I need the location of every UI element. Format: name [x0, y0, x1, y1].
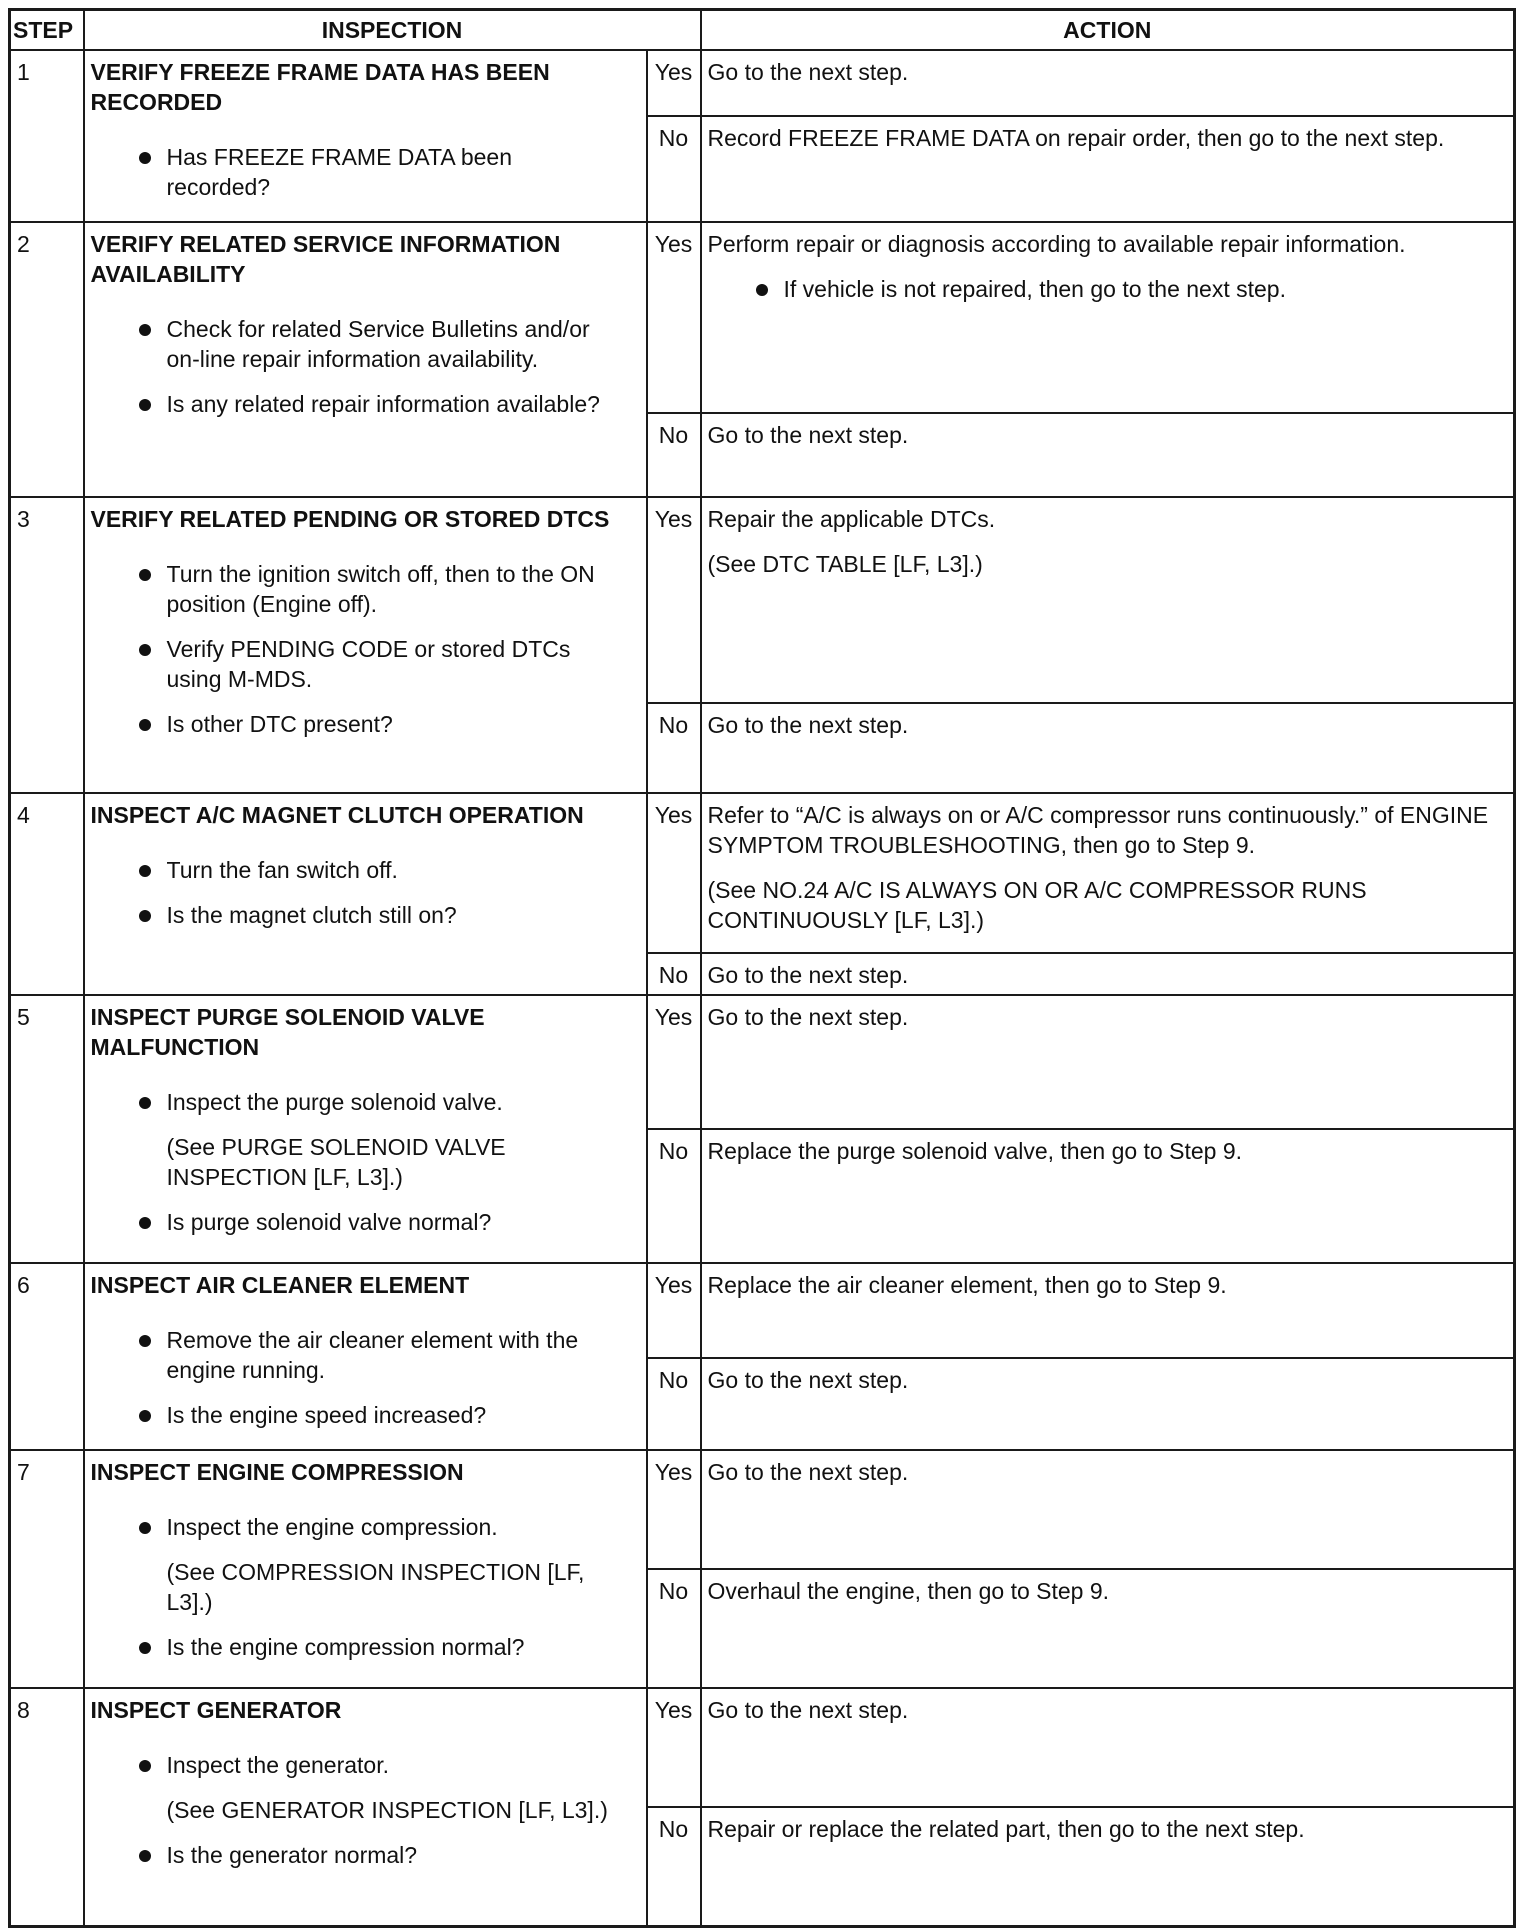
step-number: 8: [10, 1688, 84, 1926]
table-row: [10, 497, 1515, 703]
inspection-reference: (See PURGE SOLENOID VALVE INSPECTION [LF, L3].): [166, 1134, 506, 1190]
inspection-cell: [84, 1450, 647, 1688]
inspection-bullet: Is the generator normal?: [91, 1840, 640, 1870]
step-number: 7: [10, 1450, 84, 1688]
inspection-title: INSPECT AIR CLEANER ELEMENT: [90, 1272, 470, 1298]
inspection-bullet: Has FREEZE FRAME DATA been recorded?: [91, 142, 640, 202]
inspection-cell: [84, 995, 647, 1263]
yes-action-cell: [701, 222, 1515, 413]
yes-label: Yes: [647, 1688, 701, 1807]
troubleshooting-page: [8, 8, 1513, 1928]
inspection-bullet: Remove the air cleaner element with the engine running.: [91, 1325, 640, 1385]
inspection-cell: [84, 497, 647, 793]
table-row: [10, 1450, 1515, 1569]
inspection-title: VERIFY RELATED PENDING OR STORED DTCS: [90, 506, 610, 532]
table-row: [10, 222, 1515, 413]
yes-action: Go to the next step.: [701, 1688, 1515, 1807]
yes-label: Yes: [647, 1450, 701, 1569]
inspection-bullet: Is the magnet clutch still on?: [91, 900, 640, 930]
yes-label: Yes: [647, 793, 701, 953]
step-number: 6: [10, 1263, 84, 1450]
inspection-title: INSPECT ENGINE COMPRESSION: [90, 1459, 464, 1485]
inspection-bullet: Is other DTC present?: [91, 709, 640, 739]
table-header-row: [10, 10, 1515, 51]
no-action: Go to the next step.: [701, 1358, 1515, 1450]
yes-action: Go to the next step.: [701, 995, 1515, 1129]
inspection-cell: [84, 1263, 647, 1450]
step-number: 2: [10, 222, 84, 497]
yes-action-cell: [701, 793, 1515, 953]
yes-action-reference: (See NO.24 A/C IS ALWAYS ON OR A/C COMPRESSOR RUNS CONTINUOUSLY [LF, L3].): [707, 877, 1367, 933]
inspection-title: VERIFY RELATED SERVICE INFORMATION AVAILABILITY: [90, 231, 561, 287]
no-label: No: [647, 413, 701, 497]
yes-action: Replace the air cleaner element, then go to Step 9.: [701, 1263, 1515, 1358]
no-action: Replace the purge solenoid valve, then go to Step 9.: [701, 1129, 1515, 1263]
yes-label: Yes: [647, 50, 701, 116]
action-bullet: If vehicle is not repaired, then go to the next step.: [708, 274, 1508, 304]
inspection-title: INSPECT GENERATOR: [90, 1697, 342, 1723]
inspection-cell: [84, 793, 647, 995]
inspection-bullet: Turn the ignition switch off, then to the ON position (Engine off).: [91, 559, 640, 619]
action-column-header: ACTION: [701, 10, 1515, 51]
no-action: Go to the next step.: [701, 953, 1515, 995]
inspection-title: INSPECT A/C MAGNET CLUTCH OPERATION: [90, 802, 584, 828]
yes-action: Go to the next step.: [701, 50, 1515, 116]
step-number: 3: [10, 497, 84, 793]
table-row: [10, 1263, 1515, 1358]
no-label: No: [647, 703, 701, 793]
inspection-title: INSPECT PURGE SOLENOID VALVE MALFUNCTION: [90, 1004, 485, 1060]
table-row: [10, 1688, 1515, 1807]
table-row: [10, 50, 1515, 116]
no-action: Repair or replace the related part, then go to the next step.: [701, 1807, 1515, 1926]
inspection-bullet: Is purge solenoid valve normal?: [91, 1207, 640, 1237]
inspection-bullet: Is any related repair information available?: [91, 389, 640, 419]
step-number: 1: [10, 50, 84, 222]
no-label: No: [647, 116, 701, 222]
inspection-bullet: Check for related Service Bulletins and/or on-line repair information availability.: [91, 314, 640, 374]
inspection-reference: (See COMPRESSION INSPECTION [LF, L3].): [166, 1559, 585, 1615]
inspection-bullet: Turn the fan switch off.: [91, 855, 640, 885]
inspection-reference: (See GENERATOR INSPECTION [LF, L3].): [166, 1797, 608, 1823]
yes-action: Repair the applicable DTCs.: [707, 506, 996, 532]
inspection-bullet: Is the engine compression normal?: [91, 1632, 640, 1662]
no-label: No: [647, 953, 701, 995]
inspection-cell: [84, 1688, 647, 1926]
table-row: [10, 793, 1515, 953]
no-label: No: [647, 1129, 701, 1263]
yes-label: Yes: [647, 497, 701, 703]
no-action: Go to the next step.: [701, 703, 1515, 793]
inspection-cell: [84, 50, 647, 222]
step-column-header: STEP: [10, 10, 84, 51]
yes-action: Perform repair or diagnosis according to available repair information.: [707, 231, 1406, 257]
diagnostic-table: [8, 8, 1516, 1928]
yes-action: Refer to “A/C is always on or A/C compressor runs continuously.” of ENGINE SYMPTOM TROUBLESHOOTING, then go to Step 9.: [707, 802, 1489, 858]
no-action: Overhaul the engine, then go to Step 9.: [701, 1569, 1515, 1688]
yes-label: Yes: [647, 995, 701, 1129]
yes-label: Yes: [647, 1263, 701, 1358]
no-label: No: [647, 1569, 701, 1688]
inspection-bullet: Inspect the purge solenoid valve.: [91, 1087, 640, 1117]
no-label: No: [647, 1358, 701, 1450]
no-label: No: [647, 1807, 701, 1926]
no-action: Go to the next step.: [701, 413, 1515, 497]
inspection-bullet: Inspect the engine compression.: [91, 1512, 640, 1542]
yes-label: Yes: [647, 222, 701, 413]
yes-action: Go to the next step.: [701, 1450, 1515, 1569]
yes-action-cell: [701, 497, 1515, 703]
yes-action-reference: (See DTC TABLE [LF, L3].): [707, 551, 983, 577]
inspection-title: VERIFY FREEZE FRAME DATA HAS BEEN RECORDED: [90, 59, 550, 115]
inspection-cell: [84, 222, 647, 497]
inspection-bullet: Inspect the generator.: [91, 1750, 640, 1780]
inspection-bullet: Verify PENDING CODE or stored DTCs using M-MDS.: [91, 634, 640, 694]
step-number: 4: [10, 793, 84, 995]
inspection-bullet: Is the engine speed increased?: [91, 1400, 640, 1430]
step-number: 5: [10, 995, 84, 1263]
no-action: Record FREEZE FRAME DATA on repair order, then go to the next step.: [701, 116, 1515, 222]
inspection-column-header: INSPECTION: [84, 10, 701, 51]
table-row: [10, 995, 1515, 1129]
